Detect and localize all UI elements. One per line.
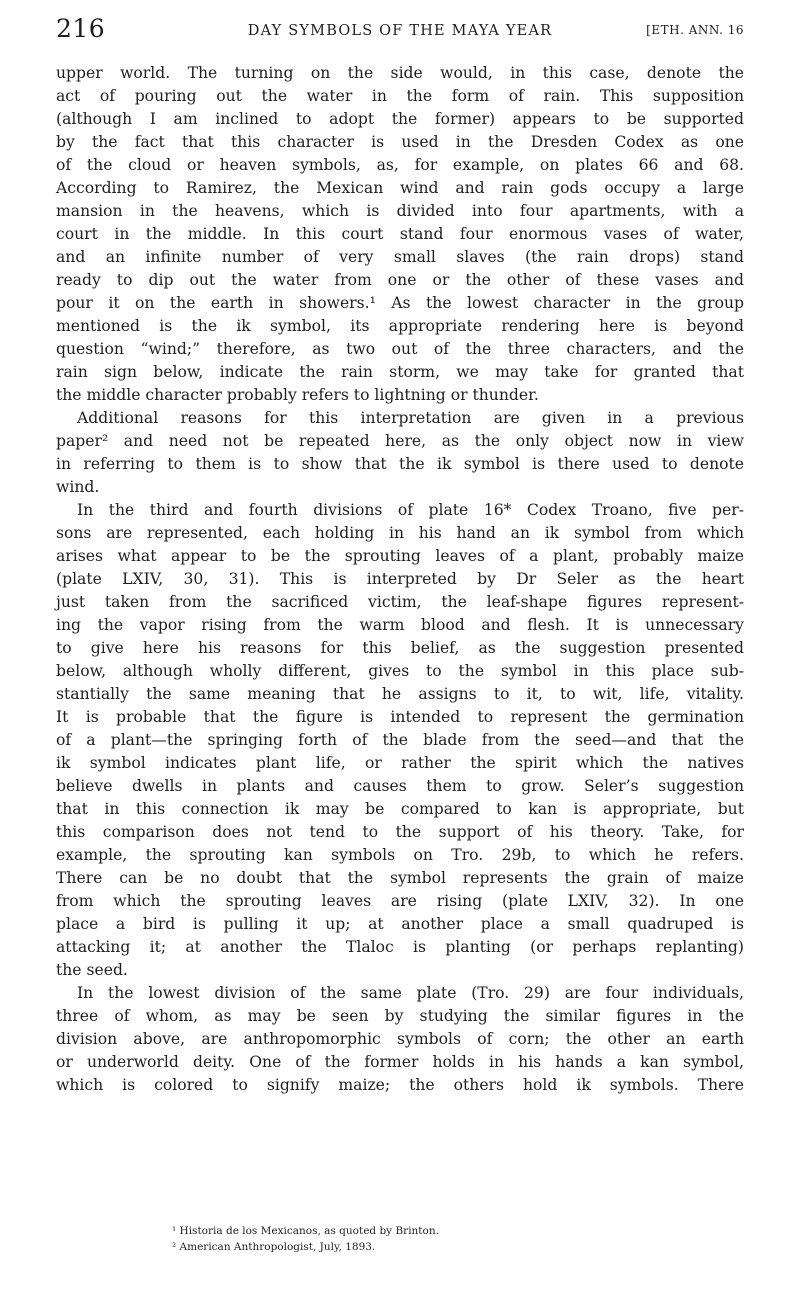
body-text (56, 62, 744, 1097)
text-line: the seed. (56, 961, 128, 979)
text-line: question “wind;” therefore, as two out of the three characters, and the (56, 340, 744, 358)
text-line: place a bird is pulling it up; at another place a small quadruped is (56, 915, 744, 933)
text-line: example, the sprouting kan symbols on Tro. 29b, to which he refers. (56, 846, 744, 864)
text-line: stantially the same meaning that he assigns to it, to wit, life, vitality. (56, 685, 744, 703)
text-line: upper world. The turning on the side would, in this case, denote the (56, 64, 744, 82)
text-line: mentioned is the ik symbol, its appropriate rendering here is beyond (56, 317, 744, 335)
text-line: which is colored to signify maize; the others hold ik symbols. There (56, 1076, 744, 1094)
text-line: rain sign below, indicate the rain storm, we may take for granted that (56, 363, 744, 381)
text-line: paper² and need not be repeated here, as the only object now in view (56, 432, 744, 450)
text-line: of the cloud or heaven symbols, as, for example, on plates 66 and 68. (56, 156, 744, 174)
text-line: wind. (56, 478, 100, 496)
text-line: court in the middle. In this court stand four enormous vases of water, (56, 225, 744, 243)
text-line: to give here his reasons for this belief, as the suggestion presented (56, 639, 744, 657)
footnotes (56, 1223, 744, 1255)
page-number: 216 (56, 14, 106, 43)
text-line: just taken from the sacrificed victim, the leaf-shape figures represent- (56, 593, 744, 611)
text-line: three of whom, as may be seen by studying the similar figures in the (56, 1007, 744, 1025)
text-line: sons are represented, each holding in his hand an ik symbol from which (56, 524, 744, 542)
text-line: ik symbol indicates plant life, or rather the spirit which the natives (56, 754, 744, 772)
text-line: Additional reasons for this interpretation are given in a previous (77, 409, 744, 427)
text-line: According to Ramirez, the Mexican wind and rain gods occupy a large (56, 179, 744, 197)
text-line: believe dwells in plants and causes them to grow. Seler’s suggestion (56, 777, 744, 795)
page-header (56, 14, 744, 48)
footnote: ² American Anthropologist, July, 1893. (172, 1241, 376, 1253)
text-line: mansion in the heavens, which is divided into four apartments, with a (56, 202, 744, 220)
text-line: There can be no doubt that the symbol represents the grain of maize (56, 869, 744, 887)
text-line: pour it on the earth in showers.¹ As the lowest character in the group (56, 294, 744, 312)
text-line: (although I am inclined to adopt the former) appears to be supported (56, 110, 744, 128)
text-line: ing the vapor rising from the warm blood and flesh. It is unnecessary (56, 616, 744, 634)
text-line: arises what appear to be the sprouting leaves of a plant, probably maize (56, 547, 744, 565)
running-head: DAY SYMBOLS OF THE MAYA YEAR (247, 23, 553, 39)
text-line: below, although wholly different, gives to the symbol in this place sub- (56, 662, 744, 680)
text-line: by the fact that this character is used in the Dresden Codex as one (56, 133, 744, 151)
text-line: It is probable that the figure is intended to represent the germination (56, 708, 744, 726)
text-line: division above, are anthropomorphic symbols of corn; the other an earth (56, 1030, 744, 1048)
text-line: ready to dip out the water from one or the other of these vases and (56, 271, 744, 289)
text-line: that in this connection ik may be compared to kan is appropriate, but (56, 800, 744, 818)
text-line: and an infinite number of very small slaves (the rain drops) stand (56, 248, 744, 266)
text-line: this comparison does not tend to the support of his theory. Take, for (56, 823, 744, 841)
text-line: from which the sprouting leaves are rising (plate LXIV, 32). In one (56, 892, 744, 910)
text-line: In the third and fourth divisions of plate 16* Codex Troano, five per- (77, 501, 744, 519)
text-line: attacking it; at another the Tlaloc is planting (or perhaps replanting) (56, 938, 744, 956)
header-reference: [ETH. ANN. 16 (646, 23, 744, 37)
text-line: the middle character probably refers to lightning or thunder. (56, 386, 539, 404)
text-line: or underworld deity. One of the former holds in his hands a kan symbol, (56, 1053, 744, 1071)
text-line: of a plant—the springing forth of the blade from the seed—and that the (56, 731, 744, 749)
footnote: ¹ Historia de los Mexicanos, as quoted by Brinton. (172, 1225, 439, 1237)
text-line: In the lowest division of the same plate (Tro. 29) are four individuals, (77, 984, 744, 1002)
text-line: act of pouring out the water in the form of rain. This supposition (56, 87, 744, 105)
text-line: in referring to them is to show that the ik symbol is there used to denote (56, 455, 744, 473)
text-line: (plate LXIV, 30, 31). This is interpreted by Dr Seler as the heart (56, 570, 744, 588)
